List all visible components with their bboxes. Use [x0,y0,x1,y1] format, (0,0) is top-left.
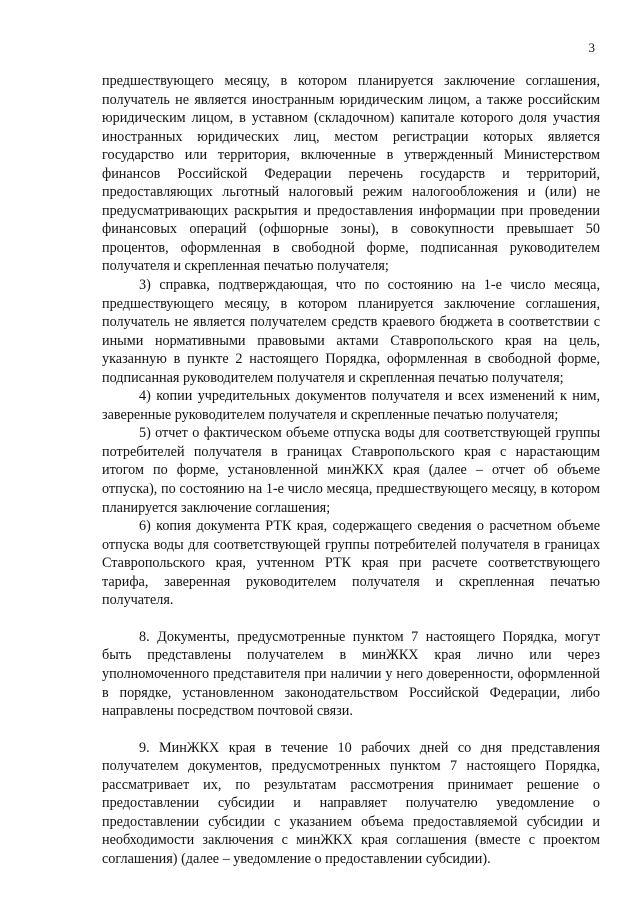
paragraph-item-5: 5) отчет о фактическом объеме отпуска воды для соответствующей группы потребителей получателя в границах Ставропольского края с нарастающим итогом по форме, установленной минЖКХ края (далее – отчет об объеме отпуска), по состоянию на 1-е число месяца, предшествующего месяцу, в котором планируется заключение соглашения; [102,425,600,516]
page-number: 3 [588,40,595,55]
paragraph-item-4: 4) копии учредительных документов получателя и всех изменений к ним, заверенные руководителем получателя и скрепленные печатью получателя; [102,388,600,423]
paragraph-section-8: 8. Документы, предусмотренные пунктом 7 настоящего Порядка, могут быть представлены получателем в минЖКХ края лично или через уполномоченного представителя при наличии у него доверенности, оформленной в порядке, установленном законодательством Российской Федерации, либо направлены посредством почтовой связи. [102,628,600,720]
paragraph-continuation: предшествующего месяцу, в котором планируется заключение соглашения, получатель не является иностранным юридическим лицом, а также российским юридическим лицом, в уставном (складочном) капитале которого доля участия иностранных юридических лиц, местом регистрации которых является государство или территория, включенные в утвержденный Министерством финансов Российской Федерации перечень государств и территорий, предоставляющих льготный налоговый режим налогообложения и (или) не предусматривающих раскрытия и предоставления информации при проведении финансовых операций (офшорные зоны), в совокупности превышает 50 процентов, оформленная в свободной форме, подписанная руководителем получателя и скрепленная печатью получателя; [102,73,600,275]
document-body [102,72,600,868]
paragraph-item-3: 3) справка, подтверждающая, что по состоянию на 1-е число месяца, предшествующего месяцу, в котором планируется заключение соглашения, получатель не является получателем средств краевого бюджета в соответствии с иными нормативными правовыми актами Ставропольского края на цель, указанную в пункте 2 настоящего Порядка, оформленная в свободной форме, подписанная руководителем получателя и скрепленная печатью получателя; [102,277,600,386]
paragraph-section-9: 9. МинЖКХ края в течение 10 рабочих дней со дня представления получателем документов, предусмотренных пунктом 7 настоящего Порядка, рассматривает их, по результатам рассмотрения принимает решение о предоставлении субсидии и направляет получателю уведомление о предоставлении субсидии с указанием объема предоставляемой субсидии и необходимости заключения с минЖКХ края соглашения (вместе с проектом соглашения) (далее – уведомление о предоставлении субсидии). [102,739,600,867]
paragraph-item-6: 6) копия документа РТК края, содержащего сведения о расчетном объеме отпуска воды для соответствующей группы потребителей получателя в границах Ставропольского края, учтенном РТК края при расчете соответствующего тарифа, заверенная руководителем получателя и скрепленная печатью получателя. [102,518,600,609]
